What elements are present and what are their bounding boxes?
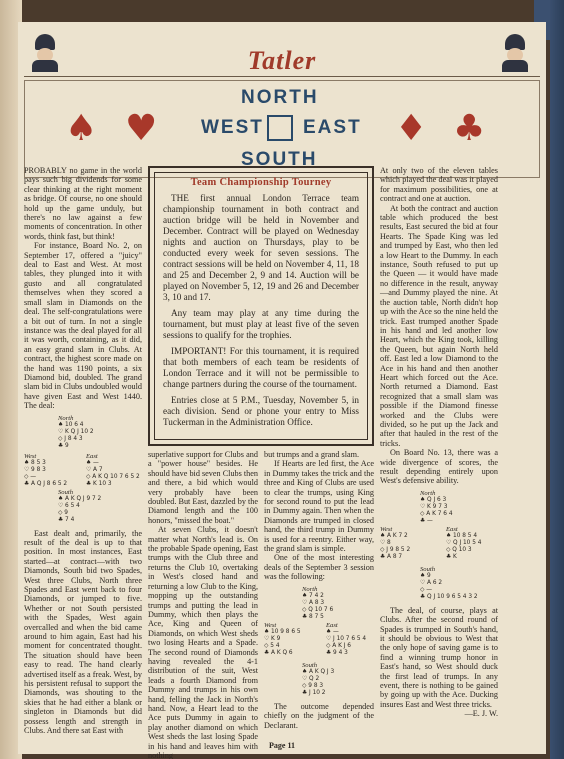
compass-west: WEST — [201, 117, 264, 138]
deal1-west: West ♠ 8 5 3 ♡ 9 8 3 ◇ — ♣ A Q J 8 6 5 2 — [24, 452, 68, 487]
left-column — [24, 166, 142, 738]
deal-diagram-2 — [264, 586, 374, 658]
policeman-right-icon — [498, 34, 532, 72]
article-para: If Hearts are led first, the Ace in Dummy takes the trick and the three and King of Clubs are used to clear the trumps, using King for second round to put the lead in Dummy again. Then when the Diamonds are trumped in closed hand, the third trump in Dummy is used for a reentry. Either way, the grand slam is simple. — [264, 459, 374, 554]
heart-icon: ♥ — [125, 108, 158, 149]
article-para: The outcome depended chiefly on the judgment of the Declarant. — [264, 701, 374, 730]
diamond-icon: ♦ — [395, 108, 428, 149]
article-para: For instance, Board No. 2, on September 17, offered a "juicy" deal to East and West. At most tables, they plunged into it with gusto and all congratulated themselves when they scored a small slam in Diamonds on the deal. The self-congratulations were a bit out of turn. In not a single instance was the deal played for all it was worth, containing, as it did, an easy grand slam in Clubs. At contract, the highest score made on the hand was 1190 points, a six Diamond bid, doubled. The grand slam bid in Clubs undoubled would have given East and West 1440. The deal: — [24, 241, 142, 411]
compass-east: EAST — [303, 117, 362, 138]
tourney-box — [148, 166, 374, 446]
deal2-west: West ♠ 10 9 8 6 5 ♡ K 9 ◇ 5 4 ♣ A K Q 6 — [264, 621, 301, 656]
compass-south: SOUTH — [241, 149, 318, 170]
deal3-north: North ♠ Q J 6 3 ♡ K 9 7 3 ◇ A K 7 6 4 ♣ — — [420, 489, 453, 524]
tourney-para: Any team may play at any time during the tournament, but must play at least five of the seven sessions to qualify for the trophies. — [163, 308, 359, 340]
tourney-para: IMPORTANT! For this tournament, it is required that both members of each team be residents of London Terrace and it will not be permissible to change partners during the course of the tournament. — [163, 346, 359, 389]
right-column — [380, 166, 498, 738]
article-para: At seven Clubs, it doesn't matter what North's lead is. On the probable Spade opening, East trumps with the Club three and returns the Club 10, overtaking in West's closed hand and returning a low Club to the King, mopping up the outstanding trumps and putting the lead in Dummy, which then plays the Ace, King and Queen of Diamonds, on which West sheds two losing Hearts and a Spade. The second round of Diamonds having revealed the 4-1 distribution of the suit, West leads a fourth Diamond from Dummy and trumps in his own hand, felling the Jack in North's hand. Now, a Heart lead to the Ace puts Dummy in again to play another diamond on which West sheds the last losing Spade in his hand and leaves him with nothing — [148, 525, 258, 759]
middle-column-a — [148, 450, 258, 759]
tourney-para: Entries close at 5 P.M., Tuesday, November 5, in each division. Send or phone your entry to Miss Tuckerman in the Administration Office. — [163, 395, 359, 427]
article-para: superlative support for Clubs and a "power house" besides. He should have bid seven Clubs then and there, a bid which would very probably have been doubled. But East, dazzled by the Diamond length and the 100 honors, "missed the boat." — [148, 450, 258, 525]
deal1-south: South ♠ A K Q J 9 7 2 ♡ 6 5 4 ◇ 9 ♣ 7 4 — [58, 488, 102, 523]
deal-diagram-1 — [24, 415, 142, 493]
article-para: The deal, of course, plays at Clubs. After the second round of Spades is trumped in South's hand, it should be obvious to West that the only hope of saving game is to find a winning trump honor in East's hand, so West should duck the first lead of trumps. In any event, there is nothing to be gained by going up with the Ace. Ducking insures East and West three tricks. — [380, 605, 498, 709]
middle-column-b — [264, 450, 374, 740]
article-para: but trumps and a grand slam. — [264, 450, 360, 459]
article-para: At both the contract and auction table which produced the best results, East secured the bid at four Hearts. The Spade King was led and trumped by East, who then led a low Heart to the Dummy. In each instance, South refused to put up the Queen — it would have made no difference in the result, anyway—and Dummy played the nine. At the auction table, North didn't hop up with the Ace so the nine held the trick. East trumped another Spade in his hand and led another low Heart, which the King took, killing the Queen, but again North held off. East led a low Diamond to the Ace in his hand and then another Heart which forced out the Ace. North returned a Diamond. East recognized that a small slam was possible if the Diamond finesse worked and the Clubs were divided, so he put up the Jack and after that hauled in the rest of the tricks. — [380, 203, 498, 448]
deal1-south-block — [24, 489, 142, 525]
deal2-south-block — [264, 662, 374, 698]
compass-banner — [24, 80, 540, 178]
article-para: On Board No. 13, there was a wide divergence of scores, the result depending entirely upon West's defensive ability. — [380, 448, 498, 486]
deal2-east: East ♠ — ♡ J 10 7 6 5 4 ◇ A K J 6 ♣ 9 4 3 — [326, 621, 367, 656]
article-para: East dealt and, primarily, the result of the deal is up to that position. In most instances, East started—at contract—with two Diamonds, South bid two Spades, West three Clubs, North three Spades and East went back to four Diamonds, or jumped to five. Whether or not South persisted with the Spades, West again overcalled and when the bid came around to him again, East had his moment for concentrated thought. The situation should have been easy to read. The hand clearly advertised itself as a freak. West, by his persistent refusal to support the Diamonds, was shouting to the skies that he had either a blank or singleton in Diamonds but did possess length and strength in Clubs. And there sat East with — [24, 528, 142, 736]
book-spine — [550, 0, 564, 759]
tourney-para: THE first annual London Terrace team championship tournament in both contract and auction bridge will be held in November and December. Contract will be played on Wednesday nights and auction on Thursdays, play to be conducted every week for seven sessions. The contract sessions will be held on November 4, 11, 18 and 25 and December 2, 9 and 14. Auction will be played on November 5, 12, 19 and 26 and December 3, 10 and 17. — [163, 193, 359, 302]
article-para: At only two of the eleven tables which played the deal was it played for maximum possibilities, one at contract and one at auction. — [380, 166, 498, 204]
deal1-north: North ♠ 10 6 4 ♡ K Q J 10 2 ◇ J 8 4 3 ♣ 9 — [58, 414, 94, 449]
deal2-south: South ♠ A K Q J 3 ♡ Q 2 ◇ 9 8 3 ♣ J 10 2 — [302, 661, 335, 696]
magazine-page — [18, 22, 546, 759]
deal2-north: North ♠ 7 4 2 ♡ A 8 3 ◇ Q 10 7 6 ♣ 8 7 5 — [302, 585, 334, 620]
table-square — [267, 115, 293, 141]
signature: —E. J. W. — [464, 709, 498, 719]
deal3-south: South ♠ 9 ♡ A 6 2 ◇ — ♣ Q J 10 9 6 5 4 3 2 — [420, 565, 478, 600]
masthead: Tatler — [247, 46, 317, 75]
article-intro: PROBABLY no game in the world pays such big dividends for some clear thinking at the right moment as bridge. Of course, no one should hold up the game unduly, but there's no law against a few moments of concentration. In other words, think fast, but think! — [24, 166, 142, 241]
page-header — [18, 22, 546, 82]
deal3-east: East ♠ 10 8 5 4 ♡ Q J 10 5 4 ◇ Q 10 3 ♣ K — [446, 525, 482, 560]
deal-diagram-3 — [380, 490, 498, 562]
deal3-south-block — [380, 566, 498, 602]
tourney-title: Team Championship Tourney — [190, 177, 332, 188]
deal3-west: West ♠ A K 7 2 ♡ 8 ◇ J 9 8 5 2 ♣ A 8 7 — [380, 525, 411, 560]
article-para: One of the most interesting deals of the September 3 session was the following: — [264, 553, 374, 582]
club-icon: ♣ — [453, 108, 486, 149]
spade-icon: ♠ — [65, 108, 98, 149]
header-rule — [24, 76, 540, 77]
page-number: Page 11 — [269, 741, 295, 750]
deal1-east: East ♠ — ♡ A 7 ◇ A K Q 10 7 6 5 2 ♣ K 10 3 — [86, 452, 140, 487]
compass-north: NORTH — [241, 87, 319, 108]
